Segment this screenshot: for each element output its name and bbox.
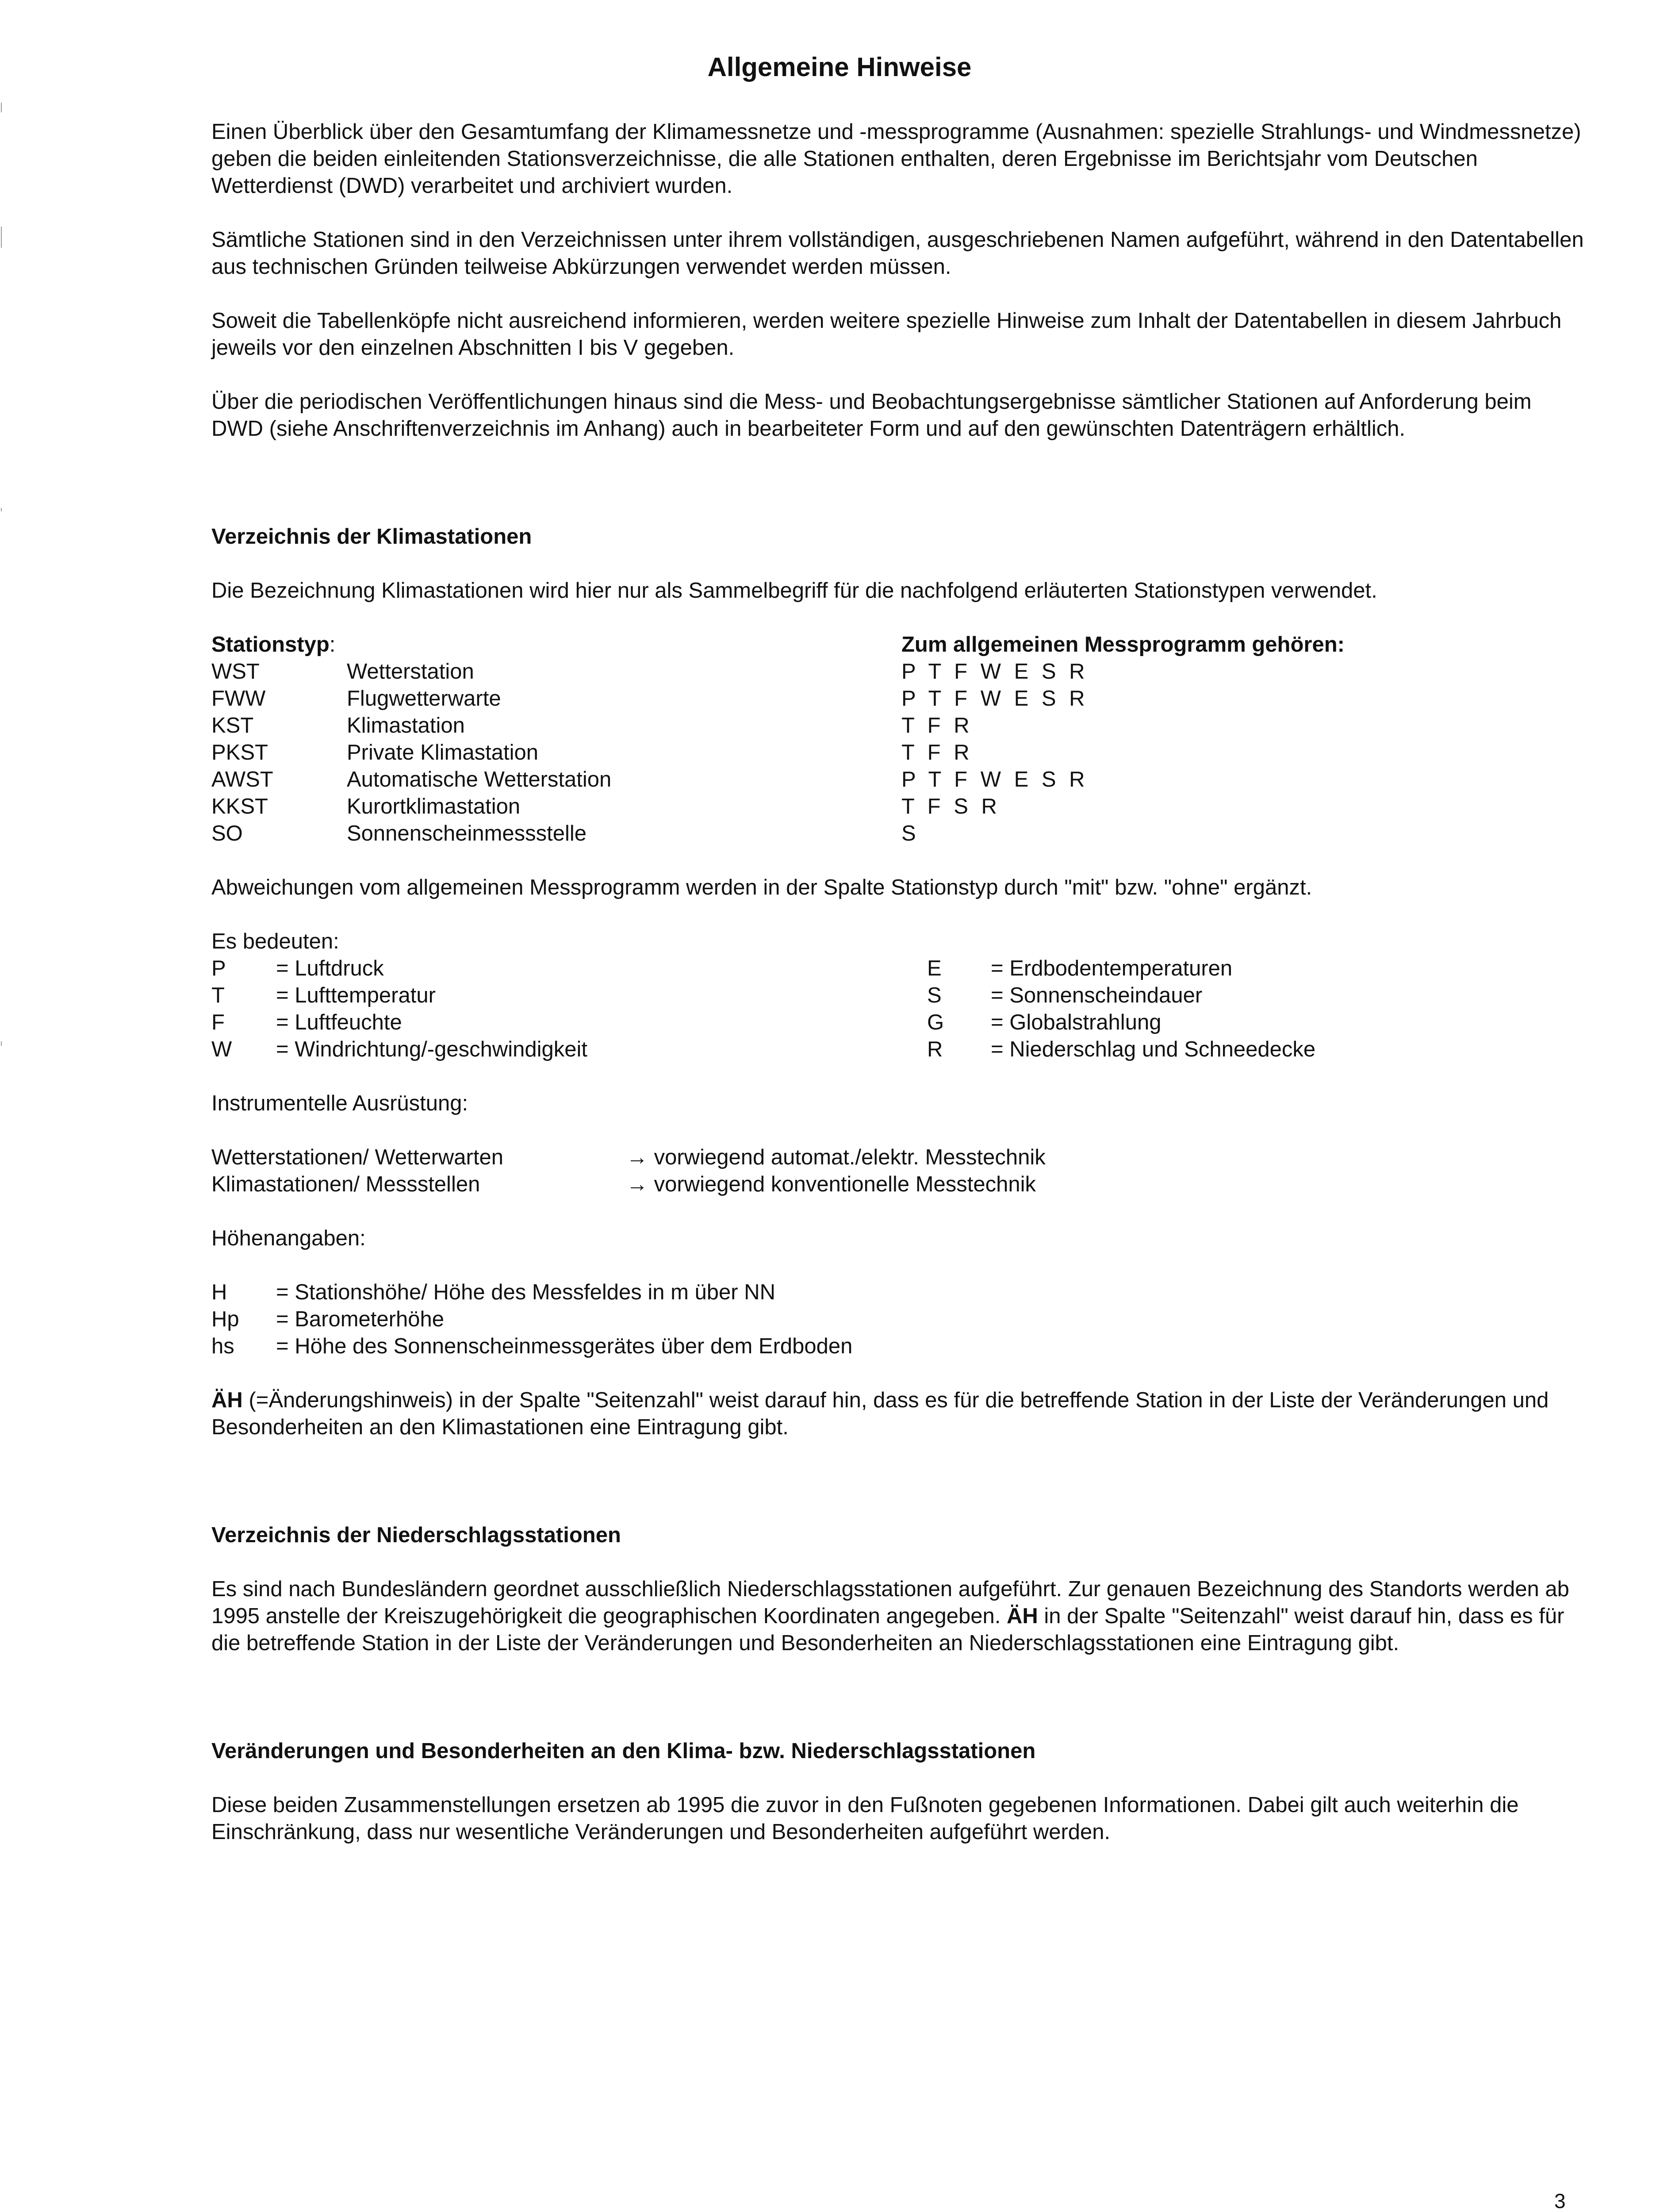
height-key: H (211, 1280, 227, 1304)
intro-paragraph-4: Über die periodischen Veröffentlichungen hinaus sind die Mess- und Beobachtungsergebnisse sämtlicher Stationen auf Anforderung beim DWD (siehe Anschriftenverzeichnis im Anhang) auch in bearbeiteter Form und auf den gewünschten Datenträgern erhältlich. (211, 390, 1532, 441)
legend-title: Es bedeuten: (211, 929, 339, 953)
station-program: T F S R (901, 795, 1000, 818)
change-note-klima (211, 1387, 1587, 1441)
nieder-paragraph: Es sind nach Bundesländern geordnet ausschließlich Niederschlagsstationen aufgeführt. Zur genauen Bezeichnung des Standorts werden ab 1995 anstelle der Kreiszugehörigkeit die geographischen Koordinaten angegeben. ÄH in der Spalte "Seitenzahl" weist darauf hin, dass es für die betreffende Station in der Liste der Veränderungen und Besonderheiten an Niederschlagsstationen eine Eintragung gibt. (211, 1577, 1569, 1655)
legend-key: G (927, 1010, 944, 1034)
instrument-title: Instrumentelle Ausrüstung: (211, 1091, 468, 1115)
page-title: Allgemeine Hinweise (707, 52, 972, 82)
scan-margin-mark (1, 227, 2, 248)
program-header: Zum allgemeinen Messprogramm gehören: (901, 633, 1345, 657)
height-key: hs (211, 1334, 234, 1358)
instrument-station-kind: Wetterstationen/ Wetterwarten (211, 1145, 503, 1169)
station-type-table-header (211, 631, 1587, 658)
page-content (211, 119, 1587, 1846)
legend-value: = Globalstrahlung (991, 1010, 1162, 1034)
height-value: = Barometerhöhe (276, 1307, 444, 1331)
table-row (211, 766, 1587, 793)
instrument-station-kind: Klimastationen/ Messstellen (211, 1172, 480, 1196)
station-name: Sonnenscheinmessstelle (347, 822, 587, 845)
intro-paragraph-2: Sämtliche Stationen sind in den Verzeichnissen unter ihrem vollständigen, ausgeschriebenen Namen aufgeführt, während in den Datentabellen aus technischen Gründen teilweise Abkürzungen verwendet werden müssen. (211, 228, 1584, 279)
section-heading-klimastationen: Verzeichnis der Klimastationen (211, 525, 532, 549)
legend-value: = Niederschlag und Schneedecke (991, 1037, 1316, 1061)
station-abbr: FWW (211, 687, 266, 710)
table-row (211, 712, 1587, 739)
section-heading-niederschlagsstationen: Verzeichnis der Niederschlagsstationen (211, 1523, 621, 1547)
legend-value: = Lufttemperatur (276, 983, 436, 1007)
change-note-text: (=Änderungshinweis) in der Spalte "Seitenzahl" weist darauf hin, dass es für die betreffende Station in der Liste der Veränderungen und Besonderheiten an den Klimastationen eine Eintragung gibt. (211, 1388, 1549, 1439)
changes-paragraph: Diese beiden Zusammenstellungen ersetzen ab 1995 die zuvor in den Fußnoten gegebenen Informationen. Dabei gilt auch weiterhin die Einschränkung, dass nur wesentliche Veränderungen und Besonderheiten aufgeführt werden. (211, 1793, 1519, 1844)
station-abbr: WST (211, 660, 260, 684)
instrument-technology: → vorwiegend konventionelle Messtechnik (626, 1172, 1036, 1196)
table-row (211, 739, 1587, 766)
station-abbr: SO (211, 822, 243, 845)
station-program: S (901, 822, 920, 845)
legend-key: F (211, 1010, 225, 1034)
page-number: 3 (1554, 2189, 1566, 2212)
list-item (211, 982, 1587, 1009)
station-name: Kurortklimastation (347, 795, 521, 818)
legend-key: W (211, 1037, 232, 1061)
list-item (211, 1036, 1587, 1063)
scan-margin-mark (1, 1041, 2, 1046)
intro-paragraph-3: Soweit die Tabellenköpfe nicht ausreichend informieren, werden weitere spezielle Hinweise zum Inhalt der Datentabellen in diesem Jahrbuch jeweils vor den einzelnen Abschnitten I bis V gegeben. (211, 309, 1562, 360)
station-abbr: PKST (211, 741, 268, 764)
table-row (211, 820, 1587, 847)
station-program: P T F W E S R (901, 687, 1089, 710)
section-heading-veraenderungen: Veränderungen und Besonderheiten an den Klima- bzw. Niederschlagsstationen (211, 1739, 1036, 1763)
station-name: Private Klimastation (347, 741, 539, 764)
height-value: = Höhe des Sonnenscheinmessgerätes über dem Erdboden (276, 1334, 853, 1358)
station-name: Flugwetterwarte (347, 687, 501, 710)
abbreviation-legend (211, 955, 1587, 1063)
station-program: P T F W E S R (901, 660, 1089, 684)
instrument-technology: → vorwiegend automat./elektr. Messtechnik (626, 1145, 1046, 1169)
station-type-header: Stationstyp: (211, 633, 336, 657)
station-abbr: KST (211, 714, 254, 737)
list-item (211, 1279, 1587, 1306)
intro-paragraph-1: Einen Überblick über den Gesamtumfang der Klimamessnetze und -messprogramme (Ausnahmen: spezielle Strahlungs- und Windmessnetze) geben die beiden einleitenden Stationsverzeichnisse, die alle Stationen enthalten, deren Ergebnisse im Berichtsjahr vom Deutschen Wetterdienst (DWD) verarbeitet und archiviert wurden. (211, 120, 1581, 198)
height-list (211, 1279, 1587, 1360)
legend-value: = Luftfeuchte (276, 1010, 402, 1034)
list-item (211, 955, 1587, 982)
legend-key: R (927, 1037, 943, 1061)
station-name: Automatische Wetterstation (347, 768, 612, 791)
height-value: = Stationshöhe/ Höhe des Messfeldes in m über NN (276, 1280, 775, 1304)
scan-margin-mark (1, 508, 2, 511)
station-abbr: AWST (211, 768, 273, 791)
legend-key: S (927, 983, 942, 1007)
station-type-table (211, 631, 1587, 847)
list-item (211, 1144, 1587, 1171)
klima-description: Die Bezeichnung Klimastationen wird hier nur als Sammelbegriff für die nachfolgend erläuterten Stationstypen verwendet. (211, 579, 1377, 603)
change-note-marker: ÄH (1006, 1604, 1038, 1628)
scan-margin-mark (1, 103, 2, 112)
list-item (211, 1171, 1587, 1198)
legend-value: = Windrichtung/-geschwindigkeit (276, 1037, 588, 1061)
change-note-marker: ÄH (211, 1388, 243, 1412)
station-program: T F R (901, 714, 973, 737)
legend-key: E (927, 956, 942, 980)
legend-key: T (211, 983, 225, 1007)
legend-value: = Luftdruck (276, 956, 384, 980)
height-key: Hp (211, 1307, 239, 1331)
station-program: T F R (901, 741, 973, 764)
station-name: Wetterstation (347, 660, 474, 684)
station-program: P T F W E S R (901, 768, 1089, 791)
table-row (211, 658, 1587, 685)
table-row (211, 685, 1587, 712)
legend-value: = Sonnenscheindauer (991, 983, 1203, 1007)
deviation-note: Abweichungen vom allgemeinen Messprogramm werden in der Spalte Stationstyp durch "mit" bzw. "ohne" ergänzt. (211, 876, 1312, 899)
list-item (211, 1009, 1587, 1036)
table-row (211, 793, 1587, 820)
instrument-list (211, 1144, 1587, 1198)
legend-key: P (211, 956, 226, 980)
station-abbr: KKST (211, 795, 268, 818)
legend-value: = Erdbodentemperaturen (991, 956, 1233, 980)
station-name: Klimastation (347, 714, 465, 737)
list-item (211, 1333, 1587, 1360)
list-item (211, 1306, 1587, 1333)
height-title: Höhenangaben: (211, 1226, 366, 1250)
